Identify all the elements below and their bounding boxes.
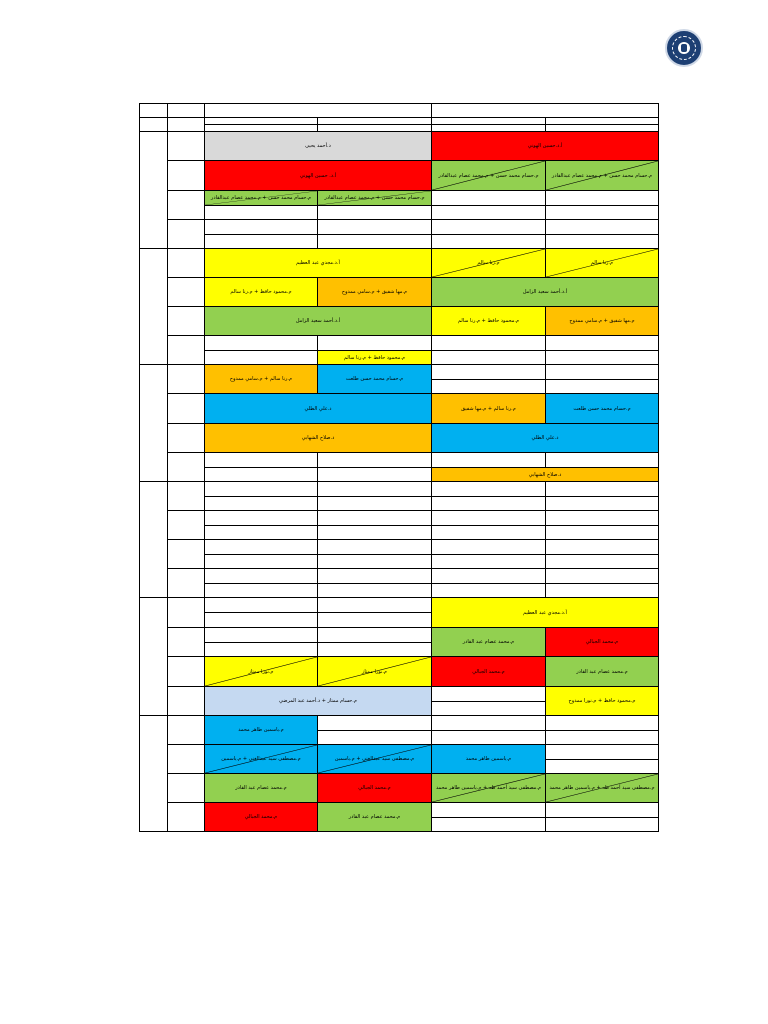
- half-rule: [204, 525, 658, 526]
- class-instructor: م.محمود حافظ + م.رنا سالم: [230, 289, 292, 295]
- class-cell: [431, 773, 546, 803]
- class-cell: [204, 656, 318, 687]
- class-instructor: أ.د.حسين الهوني: [527, 143, 563, 149]
- class-cell: [204, 393, 432, 424]
- class-instructor: د.أحمد يحيى: [305, 143, 331, 149]
- class-instructor: م.حسام ممتاز + د.أحمد عبد المرضي: [279, 698, 357, 704]
- class-instructor: م.محمود حافظ + م.نورا ممدوح: [568, 698, 636, 704]
- class-cell: [317, 744, 432, 774]
- class-instructor: م.حسام محمد حسن + م.محمد عصام عبدالقادر: [324, 195, 425, 201]
- class-cell: [431, 656, 546, 687]
- class-instructor: م.حسام محمد حسن + م.محمد عصام عبدالقادر: [438, 172, 539, 179]
- class-cell: [431, 393, 546, 424]
- class-instructor: م.حسام محمد حسن طلعت: [573, 405, 631, 412]
- class-instructor: م.محمد عصام عبد القادر: [348, 814, 401, 820]
- class-cell: [545, 686, 659, 716]
- class-cell: [204, 744, 318, 774]
- slot-rule: [167, 568, 658, 569]
- class-instructor: م.رنا سالم + م.مها شفيق: [461, 405, 516, 412]
- class-instructor: م.محمد الجبالي: [244, 814, 278, 820]
- class-cell: [317, 802, 432, 832]
- class-instructor: م.محمود حافظ + م.رنا سالم: [457, 318, 520, 324]
- class-instructor: م.محمد الجبالي: [472, 668, 505, 675]
- class-cell: [204, 686, 432, 716]
- class-instructor: م.محمد الجبالي: [358, 785, 391, 791]
- class-cell: [204, 277, 318, 307]
- class-cell: [431, 248, 546, 278]
- class-cell: [431, 597, 659, 628]
- class-instructor: أ.د.أحمد سعيد الزامل: [295, 318, 341, 324]
- class-instructor: م.نورا ممتاز: [361, 668, 388, 675]
- class-instructor: م.حسام محمد حسن طلعت: [345, 376, 404, 382]
- class-instructor: م.محمد الجبالي: [585, 639, 619, 645]
- slot-rule: [167, 539, 658, 540]
- class-cell: [545, 773, 659, 803]
- class-cell: [204, 248, 432, 278]
- class-cell: [317, 364, 432, 394]
- class-cell: [545, 656, 659, 687]
- class-cell: [317, 190, 432, 206]
- class-instructor: م.مها شفيق + م.سامي ممدوح: [341, 289, 408, 295]
- class-instructor: م.مصطفى سيد أحمد طه + م.ياسمين طاهر محمد: [435, 785, 542, 791]
- class-cell: [204, 160, 432, 191]
- class-cell: [431, 627, 546, 657]
- class-cell: [545, 306, 659, 336]
- class-cell: [431, 423, 659, 453]
- class-instructor: م.محمود حافظ + م.رنا سالم: [343, 354, 406, 361]
- half-rule: [204, 554, 658, 555]
- class-cell: [431, 467, 659, 482]
- class-instructor: د.صلاح الشهابي: [528, 471, 562, 478]
- class-instructor: د.علي الطلي: [304, 405, 332, 412]
- class-instructor: م.محمد عصام عبد القادر: [576, 668, 628, 675]
- class-instructor: م.مصطفى سيد أحمد طه + م.ياسمين طاهر محمد: [549, 785, 655, 791]
- class-cell: [545, 393, 659, 424]
- class-cell: [545, 160, 659, 191]
- class-instructor: م.نورا ممتاز: [248, 668, 274, 675]
- class-instructor: م.رنا سالم + م.سامي ممدوح: [229, 376, 293, 382]
- class-cell: [204, 423, 432, 453]
- class-instructor: م.مها شفيق + م.سامي ممدوح: [569, 318, 635, 324]
- class-cell: [431, 160, 546, 191]
- slot-rule: [167, 219, 658, 220]
- class-cell: [545, 248, 659, 278]
- class-instructor: م.محمد عصام عبد القادر: [462, 639, 515, 645]
- class-cell: [204, 306, 432, 336]
- class-instructor: م.محمد عصام عبد القادر: [235, 785, 287, 791]
- class-instructor: م.رنا سالم: [477, 260, 500, 266]
- class-instructor: م.ياسمين طاهر محمد: [465, 756, 512, 762]
- class-instructor: م.مصطفى سيد عبدالغني + م.ياسمين: [334, 756, 415, 762]
- class-cell: [204, 190, 318, 206]
- header-rule: [139, 117, 658, 118]
- class-instructor: م.ياسمين طاهر محمد: [238, 727, 284, 733]
- class-instructor: أ.د.مجدي عبد العظيم: [523, 609, 567, 616]
- half-rule: [204, 234, 658, 235]
- class-instructor: م.مصطفى سيد عبدالغني + م.ياسمين: [221, 756, 301, 762]
- class-cell: [204, 715, 318, 745]
- class-cell: [204, 131, 432, 161]
- class-instructor: أ.د.مجدي عبد العظيم: [296, 260, 340, 266]
- class-cell: [317, 656, 432, 687]
- class-instructor: أ.د. حسين الهوني: [299, 172, 337, 179]
- half-rule: [204, 496, 658, 497]
- class-cell: [204, 773, 318, 803]
- class-instructor: أ.د.أحمد سعيد الزامل: [522, 289, 568, 295]
- class-cell: [317, 773, 432, 803]
- half-rule: [204, 583, 658, 584]
- class-instructor: م.رنا سالم: [590, 260, 614, 266]
- class-cell: [431, 306, 546, 336]
- class-cell: [431, 131, 659, 161]
- column-rule: [167, 103, 168, 831]
- class-cell: [431, 744, 546, 774]
- class-instructor: م.حسام محمد حسن + م.محمد عصام عبدالقادر: [551, 172, 653, 179]
- class-cell: [431, 277, 659, 307]
- class-cell: [317, 277, 432, 307]
- slot-rule: [167, 510, 658, 511]
- class-cell: [545, 627, 659, 657]
- class-cell: [204, 802, 318, 832]
- class-instructor: م.حسام محمد حسن + م.محمد عصام عبدالقادر: [210, 195, 312, 201]
- class-cell: [204, 364, 318, 394]
- class-cell: [317, 350, 432, 365]
- class-instructor: د.صلاح الشهابي: [301, 435, 335, 441]
- class-instructor: د.علي الطلي: [531, 435, 559, 441]
